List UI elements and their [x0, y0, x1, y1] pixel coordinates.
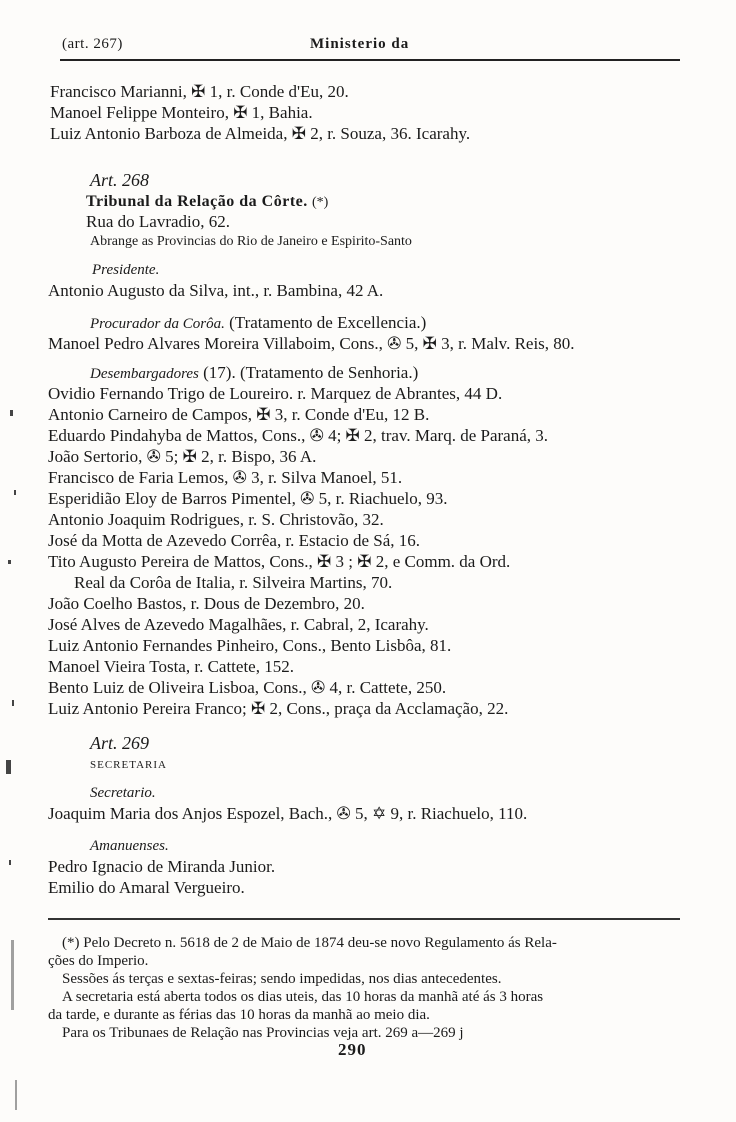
list-item: Antonio Joaquim Rodrigues, r. S. Christovão, 32.	[48, 510, 384, 529]
list-item: Luiz Antonio Pereira Franco; ✠ 2, Cons., praça da Acclamação, 22.	[48, 699, 509, 718]
footnote-rule	[48, 918, 680, 920]
page-number: 290	[338, 1040, 367, 1059]
article-label: Art. 268	[90, 170, 150, 190]
presidente-entry: Antonio Augusto da Silva, int., r. Bambina, 42 A.	[48, 281, 384, 300]
footnote-line: Sessões ás terças e sextas-feiras; sendo impedidas, nos dias antecedentes.	[62, 971, 502, 987]
role-label-amanuenses: Amanuenses.	[90, 838, 169, 854]
procurador-heading	[90, 313, 426, 334]
header-article-reference: (art. 267)	[62, 36, 123, 52]
list-item: Manoel Felippe Monteiro, ✠ 1, Bahia.	[50, 103, 313, 122]
list-item: Esperidião Eloy de Barros Pimentel, ✇ 5, r. Riachuelo, 93.	[48, 489, 448, 508]
list-item: João Coelho Bastos, r. Dous de Dezembro, 20.	[48, 594, 365, 613]
section-title: Tribunal da Relação da Côrte.	[86, 193, 308, 210]
desembargadores-heading	[90, 363, 418, 384]
role-label-procurador: Procurador da Corôa.	[90, 316, 225, 332]
list-item: Luiz Antonio Barboza de Almeida, ✠ 2, r. Souza, 36. Icarahy.	[50, 124, 471, 143]
role-label-desembargadores: Desembargadores	[90, 366, 199, 382]
footnote-line: A secretaria está aberta todos os dias uteis, das 10 horas da manhã até ás 3 horas	[62, 989, 544, 1005]
footnote-line: ções do Imperio.	[48, 953, 149, 969]
list-item: Tito Augusto Pereira de Mattos, Cons., ✠ 3 ; ✠ 2, e Comm. da Ord.	[48, 552, 511, 571]
treatment-note: (Tratamento de Senhoria.)	[239, 363, 419, 382]
article-label: Art. 269	[90, 733, 150, 753]
list-item: Francisco Marianni, ✠ 1, r. Conde d'Eu, 20.	[50, 82, 349, 101]
list-item: Francisco de Faria Lemos, ✇ 3, r. Silva Manoel, 51.	[48, 468, 403, 487]
binding-edge-marks	[0, 0, 30, 1122]
list-item: Ovidio Fernando Trigo de Loureiro. r. Marquez de Abrantes, 44 D.	[48, 384, 503, 403]
list-item: Manoel Vieira Tosta, r. Cattete, 152.	[48, 657, 294, 676]
footnote-line: Para os Tribunaes de Relação nas Provincias veja art. 269 a—269 j	[62, 1025, 464, 1041]
list-item: João Sertorio, ✇ 5; ✠ 2, r. Bispo, 36 A.	[48, 447, 317, 466]
list-item: Emilio do Amaral Vergueiro.	[48, 878, 245, 897]
header-rule	[60, 59, 680, 61]
procurador-entry: Manoel Pedro Alvares Moreira Villaboim, Cons., ✇ 5, ✠ 3, r. Malv. Reis, 80.	[48, 334, 575, 353]
role-label-secretario: Secretario.	[90, 785, 156, 801]
treatment-note: (Tratamento de Excellencia.)	[229, 313, 427, 332]
secretario-entry: Joaquim Maria dos Anjos Espozel, Bach., ✇ 5, ✡ 9, r. Riachuelo, 110.	[48, 804, 528, 823]
running-title: Ministerio da	[310, 36, 410, 52]
list-item: José da Motta de Azevedo Corrêa, r. Estacio de Sá, 16.	[48, 531, 421, 550]
list-item: Antonio Carneiro de Campos, ✠ 3, r. Conde d'Eu, 12 B.	[48, 405, 430, 424]
list-item: Bento Luiz de Oliveira Lisboa, Cons., ✇ 4, r. Cattete, 250.	[48, 678, 447, 697]
list-item: José Alves de Azevedo Magalhães, r. Cabral, 2, Icarahy.	[48, 615, 429, 634]
list-item: Pedro Ignacio de Miranda Junior.	[48, 857, 276, 876]
footnote-line: da tarde, e durante as férias das 10 horas da manhã ao meio dia.	[48, 1007, 430, 1023]
list-item: Luiz Antonio Fernandes Pinheiro, Cons., Bento Lisbôa, 81.	[48, 636, 452, 655]
court-address: Rua do Lavradio, 62.	[86, 212, 230, 231]
list-item-continuation: Real da Corôa de Italia, r. Silveira Martins, 70.	[74, 573, 393, 592]
section-heading	[86, 191, 328, 213]
role-label-presidente: Presidente.	[92, 262, 160, 278]
footnote-line: (*) Pelo Decreto n. 5618 de 2 de Maio de 1874 deu-se novo Regulamento ás Rela-	[62, 935, 557, 951]
footnote-marker: (*)	[312, 195, 329, 210]
list-item: Eduardo Pindahyba de Mattos, Cons., ✇ 4; ✠ 2, trav. Marq. de Paraná, 3.	[48, 426, 548, 445]
desembargadores-count: (17).	[203, 363, 236, 382]
page-header	[60, 36, 680, 58]
court-jurisdiction: Abrange as Provincias do Rio de Janeiro e Espirito-Santo	[90, 234, 412, 249]
section-title: SECRETARIA	[90, 759, 167, 771]
